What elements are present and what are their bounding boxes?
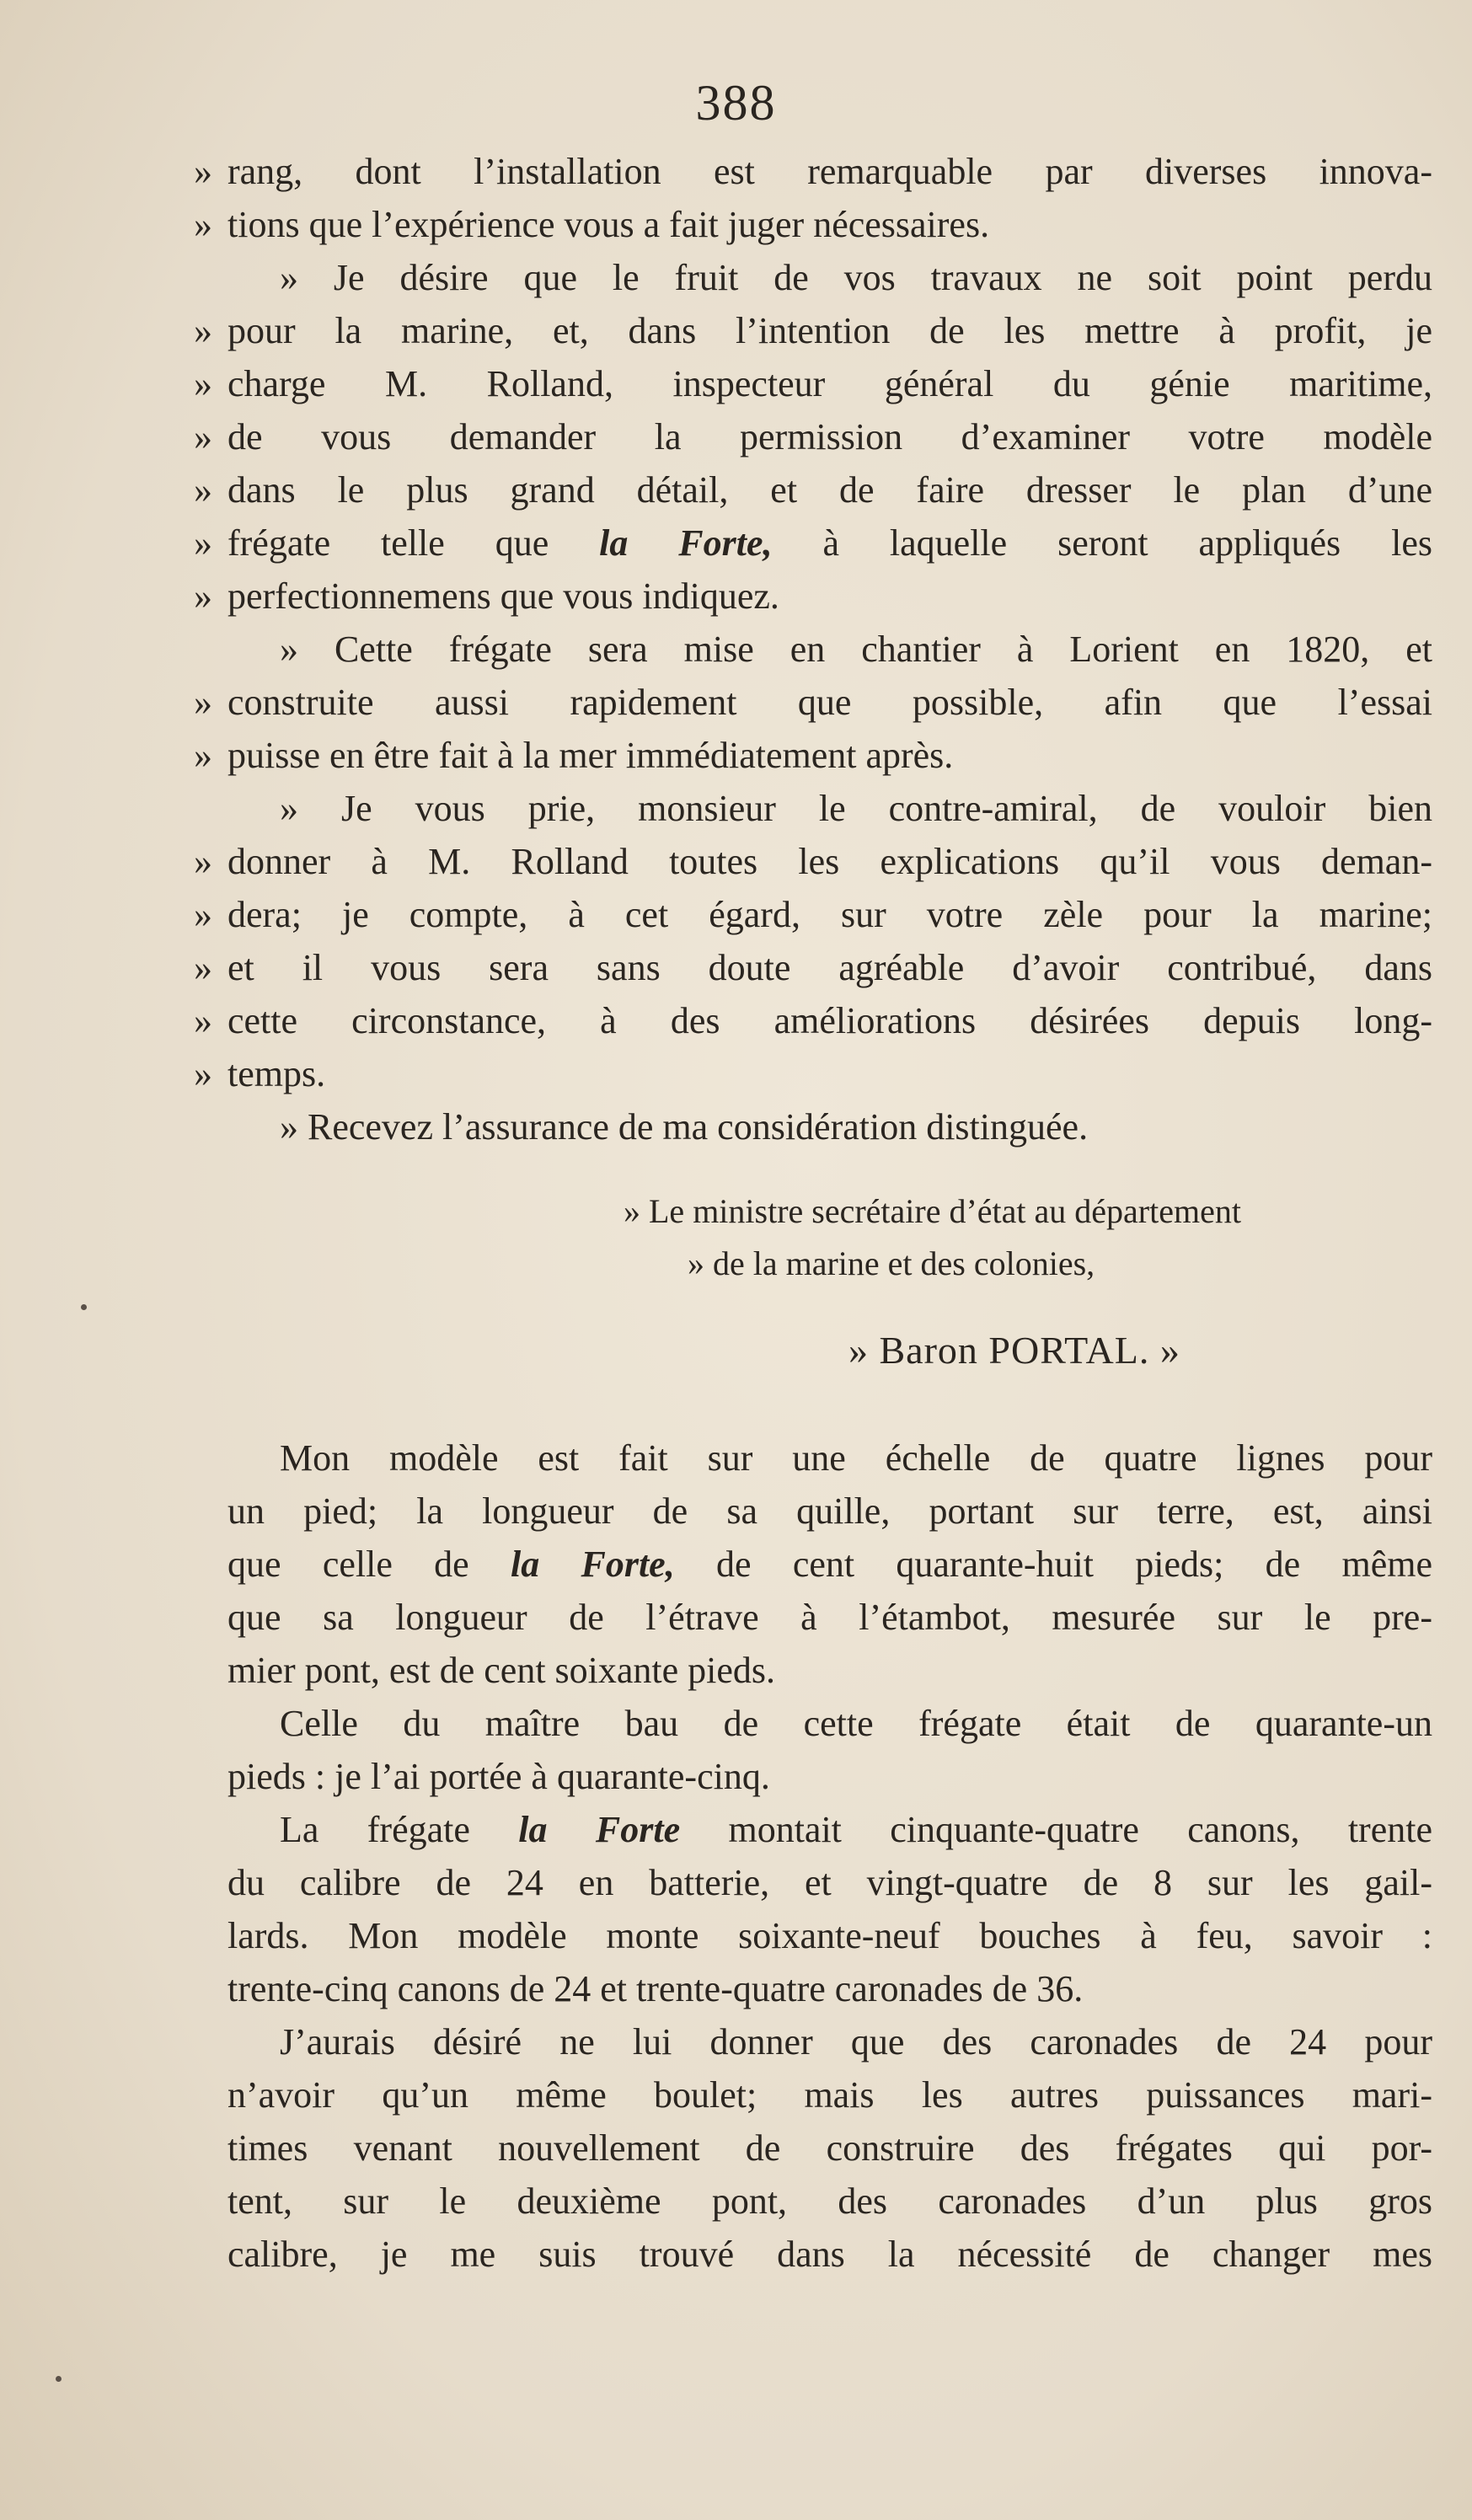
letter-line	[194, 676, 1432, 729]
letter-line	[227, 623, 1432, 676]
quote-mark: »	[194, 735, 212, 776]
line-text: pour la marine, et, dans l’intention de les mettre à profit, je	[227, 310, 1432, 351]
quote-mark: »	[194, 841, 212, 882]
line-text: mier pont, est de cent soixante pieds.	[227, 1650, 776, 1691]
line-text: cette circonstance, à des améliorations désirées depuis long-	[227, 1000, 1432, 1041]
quote-mark: »	[194, 469, 212, 511]
line-text: rang, dont l’installation est remarquable par diverses innova-	[227, 151, 1432, 192]
signature-title-line-2: » de la marine et des colonies,	[688, 1244, 1095, 1282]
quote-mark: »	[194, 575, 212, 617]
text-segment: montait cinquante-quatre canons, trente	[680, 1809, 1432, 1850]
text-segment: que celle de	[227, 1544, 511, 1585]
letter-line	[194, 888, 1432, 941]
line-text: » Je désire que le fruit de vos travaux ne soit point perdu	[280, 257, 1432, 298]
line-text: » Recevez l’assurance de ma considération distinguée.	[280, 1106, 1089, 1148]
letter-line	[194, 304, 1432, 357]
paragraph	[227, 1697, 1432, 1803]
paragraph	[227, 1431, 1432, 1697]
quote-mark: »	[194, 151, 212, 192]
line-text: J’aurais désiré ne lui donner que des caronades de 24 pour	[280, 2021, 1432, 2063]
line-text: construite aussi rapidement que possible, afin que l’essai	[227, 682, 1432, 723]
line-text: pieds : je l’ai portée à quarante-cinq.	[227, 1756, 770, 1797]
text-line	[227, 1803, 1432, 1856]
ship-name: la Forte,	[599, 522, 773, 564]
text-line	[227, 1856, 1432, 1909]
text-line	[227, 1697, 1432, 1750]
line-text: dans le plus grand détail, et de faire dresser le plan d’une	[227, 469, 1432, 511]
letter-line	[194, 1047, 1432, 1100]
line-text: n’avoir qu’un même boulet; mais les autres puissances mari-	[227, 2074, 1432, 2116]
quote-mark: »	[194, 416, 212, 457]
letter-line	[194, 463, 1432, 516]
quote-mark: »	[194, 894, 212, 935]
text-line	[227, 1431, 1432, 1485]
quote-mark: »	[194, 1053, 212, 1094]
quote-mark: »	[194, 204, 212, 245]
line-text: dera; je compte, à cet égard, sur votre zèle pour la marine;	[227, 894, 1432, 935]
page-body	[194, 145, 1432, 2281]
letter-line	[194, 410, 1432, 463]
paragraph	[227, 2015, 1432, 2281]
line-text: donner à M. Rolland toutes les explications qu’il vous deman-	[227, 841, 1432, 882]
letter-line	[194, 570, 1432, 623]
quoted-letter	[194, 145, 1432, 1153]
line-text: tent, sur le deuxième pont, des caronades d’un plus gros	[227, 2180, 1432, 2222]
text-line	[227, 2175, 1432, 2228]
line-text: tions que l’expérience vous a fait juger nécessaires.	[227, 204, 990, 245]
quote-mark: »	[194, 1000, 212, 1041]
line-text: » Je vous prie, monsieur le contre-amiral, de vouloir bien	[280, 788, 1432, 829]
ship-name: la Forte,	[510, 1544, 675, 1585]
line-text: trente-cinq canons de 24 et trente-quatre caronades de 36.	[227, 1968, 1084, 2009]
line-text: calibre, je me suis trouvé dans la nécessité de changer mes	[227, 2234, 1432, 2275]
letter-line	[194, 729, 1432, 782]
signature-name: » Baron PORTAL. »	[848, 1329, 1180, 1372]
line-text: Mon modèle est fait sur une échelle de quatre lignes pour	[280, 1437, 1432, 1479]
text-line	[227, 1485, 1432, 1538]
page-number: 388	[695, 75, 777, 131]
line-text: perfectionnemens que vous indiquez.	[227, 575, 779, 617]
line-text: charge M. Rolland, inspecteur général du génie maritime,	[227, 363, 1432, 404]
line-text: » Cette frégate sera mise en chantier à Lorient en 1820, et	[280, 629, 1432, 670]
letter-line	[194, 198, 1432, 251]
quote-mark: »	[194, 310, 212, 351]
text-line	[227, 1644, 1432, 1697]
quote-mark: »	[194, 682, 212, 723]
quote-mark: »	[194, 947, 212, 988]
ship-name: la Forte	[518, 1809, 681, 1850]
letter-line	[194, 835, 1432, 888]
main-text	[227, 1431, 1432, 2281]
text-segment: La frégate	[280, 1809, 519, 1850]
quote-mark: »	[194, 363, 212, 404]
text-line	[227, 2121, 1432, 2175]
letter-line	[227, 1100, 1432, 1153]
text-line	[227, 1750, 1432, 1803]
letter-line	[194, 994, 1432, 1047]
line-text: Celle du maître bau de cette frégate était de quarante-un	[280, 1703, 1432, 1744]
letter-line	[194, 516, 1432, 570]
text-segment: de cent quarante-huit pieds; de même	[674, 1544, 1432, 1585]
text-segment: à laquelle seront appliqués les	[772, 522, 1432, 564]
text-segment: frégate telle que	[227, 522, 600, 564]
letter-line	[194, 357, 1432, 410]
signature-title-line-1: » Le ministre secrétaire d’état au département	[624, 1192, 1241, 1230]
text-line	[227, 2068, 1432, 2121]
letter-line	[194, 941, 1432, 994]
text-line	[227, 1538, 1432, 1591]
letter-line	[194, 145, 1432, 198]
text-line	[227, 2015, 1432, 2068]
text-line	[227, 1591, 1432, 1644]
quote-mark: »	[194, 522, 212, 564]
line-text: times venant nouvellement de construire des frégates qui por-	[227, 2127, 1432, 2169]
letter-line	[227, 251, 1432, 304]
line-text: de vous demander la permission d’examiner votre modèle	[227, 416, 1432, 457]
letter-line	[227, 782, 1432, 835]
line-text: lards. Mon modèle monte soixante-neuf bouches à feu, savoir :	[227, 1915, 1432, 1956]
line-text: temps.	[227, 1053, 326, 1094]
line-text: et il vous sera sans doute agréable d’avoir contribué, dans	[227, 947, 1432, 988]
line-text: un pied; la longueur de sa quille, portant sur terre, est, ainsi	[227, 1490, 1432, 1532]
text-line	[227, 2228, 1432, 2281]
line-text: que sa longueur de l’étrave à l’étambot, mesurée sur le pre-	[227, 1597, 1432, 1638]
line-text: puisse en être fait à la mer immédiatement après.	[227, 735, 954, 776]
text-line	[227, 1962, 1432, 2015]
line-text: du calibre de 24 en batterie, et vingt-quatre de 8 sur les gail-	[227, 1862, 1432, 1903]
text-line	[227, 1909, 1432, 1962]
paragraph	[227, 1803, 1432, 2015]
